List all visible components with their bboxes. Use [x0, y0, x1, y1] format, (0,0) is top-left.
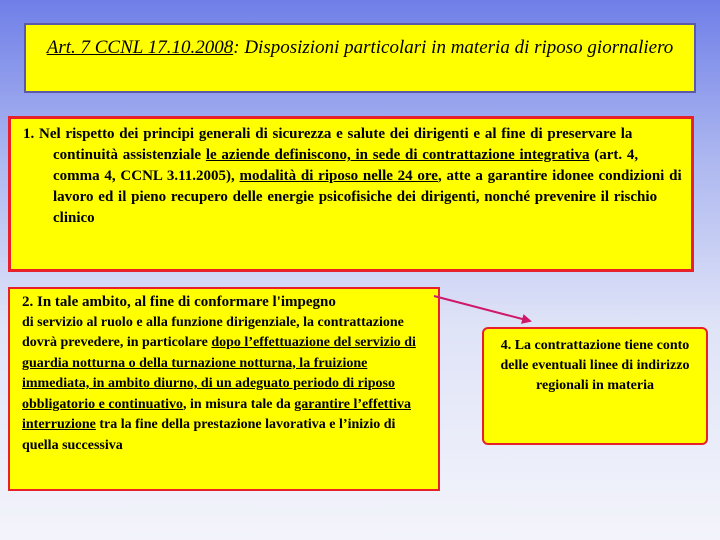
point-1-text-a: Nel rispetto dei principi generali di sicurezza e salute dei dirigenti e al fine di preservare la continuità assistenziale	[39, 126, 633, 163]
point-4-box	[482, 327, 708, 445]
point-1-underlined-b: modalità di riposo nelle 24 ore	[239, 168, 438, 184]
point-2-underlined-a: dopo l’effettuazione del servizio di guardia notturna o della turnazione notturna, la fruizione immediata, in ambito diurno, di un adeguato periodo di riposo obbligatorio e continuativo	[22, 335, 416, 412]
title-article-ref: Art. 7 CCNL 17.10.2008	[46, 37, 234, 58]
point-1-text-b: (art. 4, comma 4, CCNL 3.11.2005),	[53, 147, 639, 184]
point-1-text-c: , atte a garantire idonee condizioni di lavoro ed il pieno recupero delle energie psicofisiche dei dirigenti, nonché prevenire il rischio clinico	[53, 168, 682, 226]
point-2-underlined-b: garantire l’effettiva interruzione	[22, 396, 411, 432]
point-1-underlined-a: le aziende definiscono, in sede di contrattazione integrativa	[205, 147, 590, 163]
point-1-number: 1.	[23, 126, 35, 142]
title-text: : Disposizioni particolari in materia di riposo giornaliero	[233, 37, 674, 58]
point-4-text: 4. La contrattazione tiene conto delle eventuali linee di indirizzo regionali in materia	[500, 338, 690, 393]
point-2-text-b: , in misura tale da	[183, 396, 295, 412]
point-2-text-a: di servizio al ruolo e alla funzione dirigenziale, la contrattazione dovrà prevedere, in particolare	[22, 314, 404, 350]
point-2-text-c: tra la fine della prestazione lavorativa e l’inizio di quella successiva	[22, 417, 396, 453]
arrow-line	[434, 296, 530, 321]
point-2-first-line: 2. In tale ambito, al fine di conformare l'impegno	[22, 294, 336, 310]
